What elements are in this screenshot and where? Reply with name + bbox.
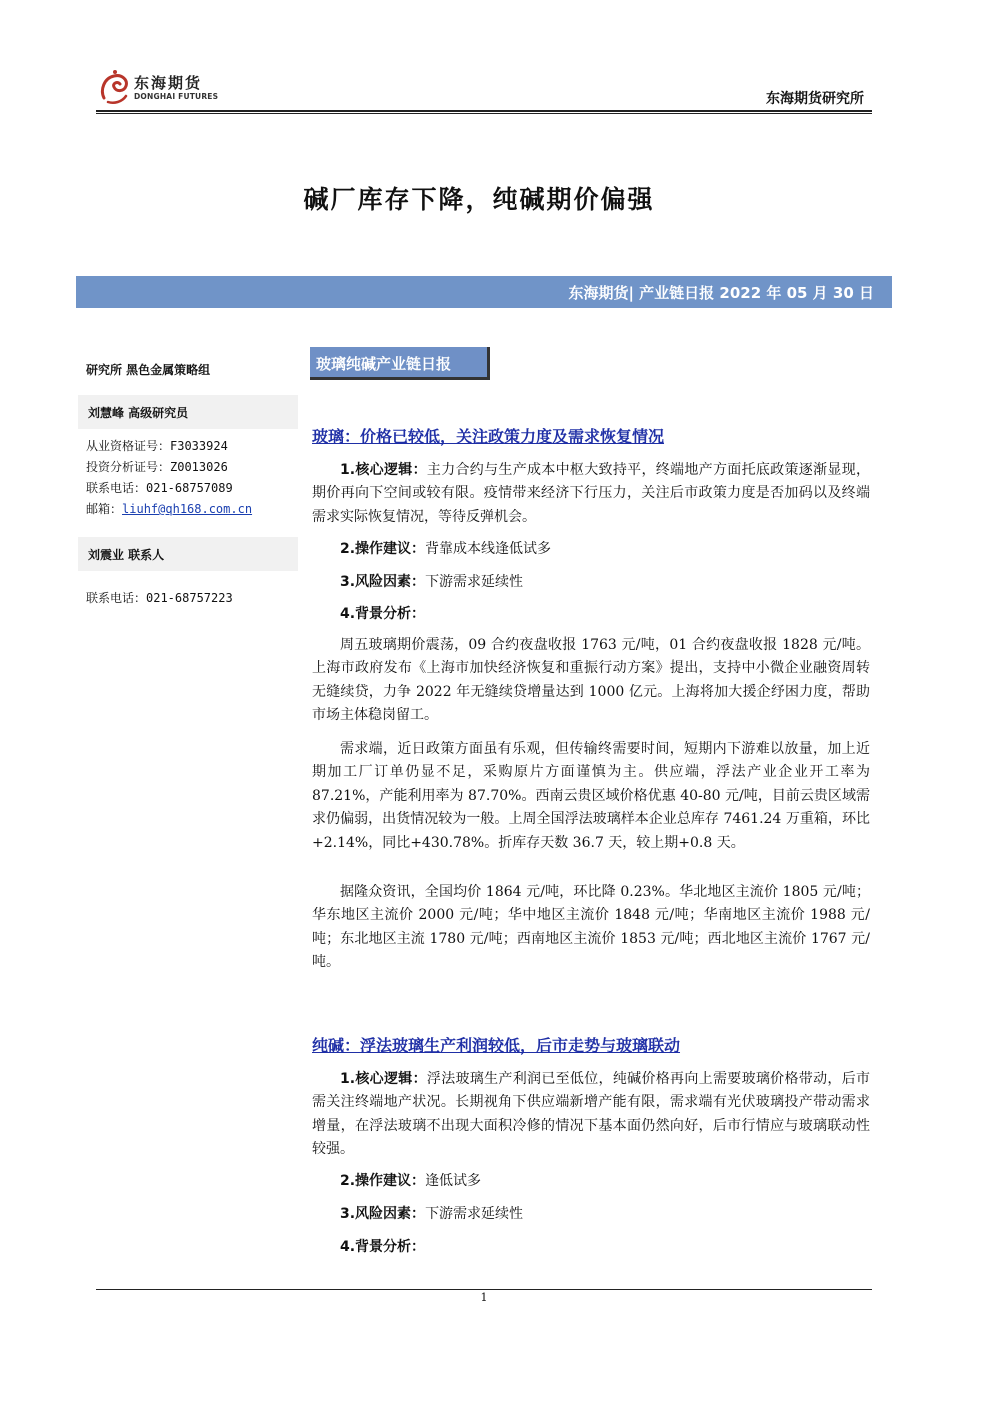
analyst2-header [78, 537, 298, 571]
glass-logic-label: 1.核心逻辑： [340, 462, 427, 478]
glass-logic-text: 主力合约与生产成本中枢大致持平，终端地产方面托底政策逐渐显现，期价再向下空间或较有限。疫情带来经济下行压力，关注后市政策力度是否加码以及终端需求实际恢复情况，等待反弹机会。 [312, 462, 871, 525]
banner-text: 东海期货| 产业链日报 2022 年 05 月 30 日 [568, 284, 874, 302]
glass-operation [312, 538, 870, 561]
analyst1-phone: 联系电话：021-68757089 [86, 481, 233, 495]
soda-background-heading [312, 1236, 870, 1259]
dragon-logo-icon [98, 68, 132, 106]
institute-name: 东海期货研究所 [766, 91, 864, 107]
soda-operation [312, 1170, 870, 1193]
report-banner [76, 276, 892, 308]
analyst1-header [78, 395, 298, 429]
page-number: 1 [480, 1291, 488, 1304]
glass-risk-text: 下游需求延续性 [425, 574, 524, 590]
soda-risk-text: 下游需求延续性 [425, 1206, 524, 1222]
glass-bg-paragraph-3: 据隆众资讯，全国均价 1864 元/吨，环比降 0.23%。华北地区主流价 1805 元/吨；华东地区主流价 2000 元/吨；华中地区主流价 1848 元/吨；华南地区主流价 1988 元/吨；东北地区主流 1780 元/吨；西南地区主流价 1853 元/吨；西北地区主流价 1767 元/吨。 [312, 884, 870, 971]
glass-bg-label: 4.背景分析： [340, 606, 426, 622]
logo-english-text: DONGHAI FUTURES [134, 92, 219, 101]
sidebar-dept: 研究所 黑色金属策略组 [86, 363, 211, 377]
analyst2-name: 刘震业 联系人 [88, 548, 165, 562]
glass-background-heading [312, 603, 870, 626]
analyst2-phone: 联系电话：021-68757223 [86, 591, 233, 605]
analyst1-info [86, 436, 298, 520]
soda-logic [312, 1068, 870, 1162]
glass-risk-label: 3.风险因素： [340, 574, 426, 590]
header-rule [96, 110, 872, 112]
report-type-tag [310, 347, 490, 380]
soda-logic-label: 1.核心逻辑： [340, 1071, 427, 1087]
report-type-text: 玻璃纯碱产业链日报 [316, 355, 452, 373]
email-label: 邮箱： [86, 502, 123, 516]
logo-chinese-text: 东海期货 [134, 74, 203, 92]
analyst1-email-row [86, 499, 298, 520]
analyst1-name: 刘慧峰 高级研究员 [88, 406, 189, 420]
footer-rule [96, 1289, 872, 1290]
soda-section-title: 纯碱：浮法玻璃生产利润较低，后市走势与玻璃联动 [312, 1036, 681, 1055]
soda-risk [312, 1203, 870, 1226]
glass-bg-paragraph-1: 周五玻璃期价震荡，09 合约夜盘收报 1763 元/吨，01 合约夜盘收报 1828 元/吨。上海市政府发布《上海市加快经济恢复和重振行动方案》提出，支持中小微企业融资周转无缝续贷，力争 2022 年无缝续贷增量达到 1000 亿元。上海将加大援企纾困力度，帮助市场主体稳岗留工。 [312, 637, 870, 724]
company-logo [98, 68, 238, 108]
analyst1-email-link[interactable]: liuhf@qh168.com.cn [122, 502, 253, 516]
soda-bg-label: 4.背景分析： [340, 1239, 426, 1255]
glass-risk [312, 571, 870, 594]
glass-bg-paragraph-2: 需求端，近日政策方面虽有乐观，但传输终需要时间，短期内下游难以放量，加上近期加工厂订单仍显不足，采购原片方面谨慎为主。供应端，浮法产业企业开工率为 87.21%，产能利用率为 87.70%。西南云贵区域价格优惠 40-80 元/吨，目前云贵区域需求仍偏弱，出货情况较为一般。上周全国浮法玻璃样本企业总库存 7461.24 万重箱，环比+2.14%，同比+430.78%。折库存天数 36.7 天，较上期+0.8 天。 [312, 741, 870, 851]
soda-op-text: 逢低试多 [425, 1173, 482, 1189]
analyst1-license: 从业资格证号：F3033924 [86, 439, 228, 453]
report-title: 碱厂库存下降，纯碱期价偏强 [303, 185, 655, 214]
glass-section-title: 玻璃：价格已较低，关注政策力度及需求恢复情况 [312, 427, 665, 446]
glass-op-label: 2.操作建议： [340, 541, 426, 557]
glass-op-text: 背靠成本线逢低试多 [425, 541, 552, 557]
soda-logic-text: 浮法玻璃生产利润已至低位，纯碱价格再向上需要玻璃价格带动，后市需关注终端地产状况。长期视角下供应端新增产能有限，需求端有光伏玻璃投产带动需求增量，在浮法玻璃不出现大面积冷修的情况下基本面仍然向好，后市行情应与玻璃联动性较强。 [312, 1071, 871, 1158]
glass-logic [312, 459, 870, 529]
analyst2-info [86, 588, 298, 609]
header-rule-thin [96, 113, 872, 114]
soda-op-label: 2.操作建议： [340, 1173, 426, 1189]
analyst1-invest-license: 投资分析证号：Z0013026 [86, 460, 228, 474]
soda-risk-label: 3.风险因素： [340, 1206, 426, 1222]
